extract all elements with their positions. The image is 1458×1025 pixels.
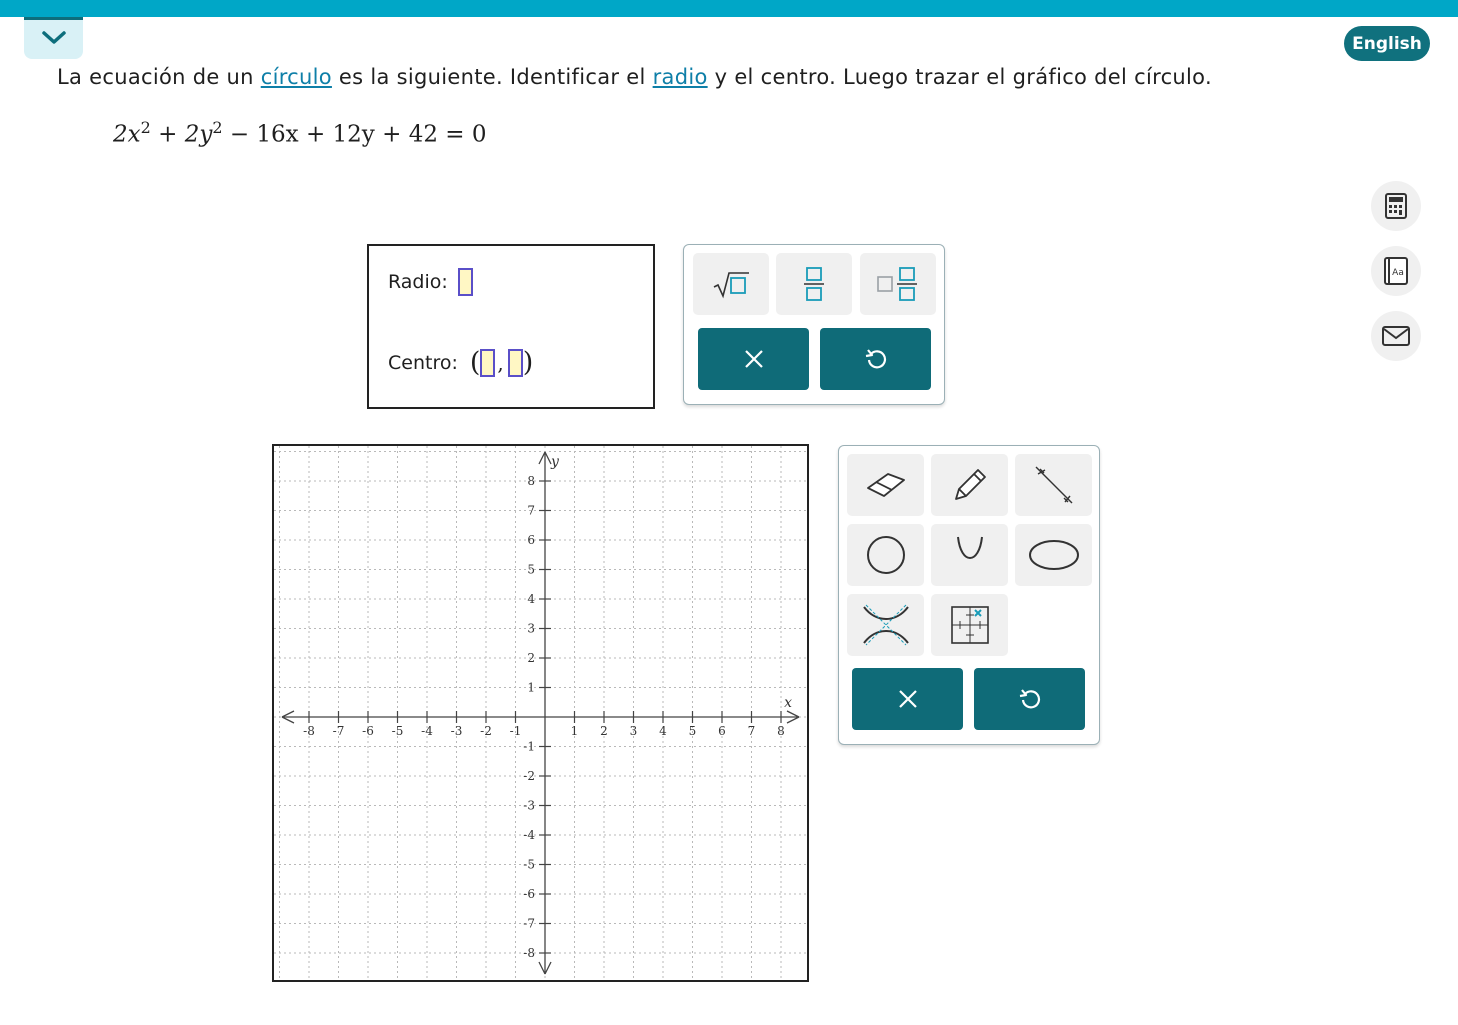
- equation-exponent: 2: [140, 118, 151, 137]
- glossary-button[interactable]: [1371, 246, 1421, 296]
- x-tick-label: -1: [509, 724, 522, 738]
- x-tick-label: 2: [600, 724, 608, 738]
- coordinate-plane[interactable]: [274, 446, 807, 980]
- keypad-clear-button[interactable]: [698, 328, 809, 390]
- x-axis-label: x: [784, 695, 792, 711]
- chevron-down-icon: [41, 30, 67, 46]
- comma: ,: [497, 351, 504, 375]
- open-paren: (: [469, 347, 481, 378]
- eraser-icon: [864, 470, 908, 500]
- parabola-icon: [955, 535, 985, 575]
- graph-undo-button[interactable]: [974, 668, 1085, 730]
- y-tick-label: -4: [523, 828, 535, 842]
- message-button[interactable]: [1371, 311, 1421, 361]
- parabola-tool[interactable]: [931, 524, 1008, 586]
- y-tick-label: 3: [527, 621, 535, 636]
- radio-input[interactable]: [458, 268, 473, 296]
- center-y-input[interactable]: [508, 349, 523, 377]
- y-tick-label: 2: [527, 651, 535, 665]
- graph-clear-button[interactable]: [852, 668, 963, 730]
- equation-term: − 16x + 12y + 42 = 0: [222, 121, 487, 148]
- x-tick-label: -6: [362, 724, 374, 738]
- circle-glossary-link[interactable]: círculo: [260, 65, 332, 89]
- question-text: [57, 62, 1212, 92]
- line-icon: [1032, 463, 1076, 507]
- x-tick-label: -3: [450, 724, 463, 738]
- radius-glossary-link[interactable]: radio: [652, 65, 708, 89]
- center-x-input[interactable]: [480, 349, 495, 377]
- y-tick-label: 8: [527, 474, 535, 488]
- x-tick-label: -7: [332, 724, 345, 738]
- mixed-number-key[interactable]: [860, 253, 936, 315]
- y-tick-label: -2: [523, 769, 535, 783]
- ellipse-tool[interactable]: [1015, 524, 1092, 586]
- circle-equation: [113, 118, 487, 148]
- question-text-part: La ecuación de un: [57, 65, 261, 89]
- centro-label: Centro:: [388, 352, 458, 374]
- mixed-number-icon: [876, 266, 920, 302]
- message-icon: [1381, 325, 1411, 347]
- glossary-icon: [1383, 256, 1409, 286]
- close-icon: [744, 349, 764, 369]
- pencil-tool[interactable]: [931, 454, 1008, 516]
- svg-text:Aa: Aa: [1392, 268, 1404, 278]
- question-text-part: y el centro. Luego trazar el gráfico del círculo.: [707, 65, 1212, 89]
- square-root-icon: [711, 269, 751, 299]
- question-text-part: es la siguiente. Identificar el: [331, 65, 653, 89]
- x-tick-label: -5: [391, 724, 404, 738]
- x-tick-label: -4: [421, 724, 433, 738]
- y-tick-label: -1: [523, 739, 535, 754]
- point-grid-icon: [950, 605, 990, 645]
- x-tick-label: 3: [629, 724, 638, 738]
- ellipse-icon: [1028, 538, 1080, 572]
- y-tick-label: -3: [523, 798, 535, 813]
- x-tick-label: 4: [659, 724, 667, 738]
- centro-row: [388, 349, 533, 377]
- y-tick-label: -5: [523, 857, 535, 872]
- close-paren: ): [522, 347, 534, 378]
- graph-tool-panel: [838, 445, 1100, 745]
- x-tick-label: 6: [718, 724, 726, 738]
- y-tick-label: -6: [523, 887, 535, 901]
- line-tool[interactable]: [1015, 454, 1092, 516]
- close-icon: [898, 689, 918, 709]
- y-tick-label: 1: [527, 680, 535, 695]
- eraser-tool[interactable]: [847, 454, 924, 516]
- circle-icon: [864, 533, 908, 577]
- point-tool[interactable]: [931, 594, 1008, 656]
- y-tick-label: -8: [523, 946, 535, 960]
- y-tick-label: 6: [527, 533, 535, 547]
- collapse-toggle[interactable]: [24, 17, 83, 59]
- hyperbola-tool[interactable]: [847, 594, 924, 656]
- undo-icon: [865, 347, 887, 371]
- y-tick-label: -7: [523, 916, 535, 931]
- graph-area[interactable]: [272, 444, 809, 982]
- x-tick-label: -2: [480, 724, 492, 738]
- math-keypad: [683, 244, 945, 405]
- x-tick-label: 5: [688, 724, 697, 738]
- fraction-key[interactable]: [776, 253, 852, 315]
- x-tick-label: 8: [777, 724, 785, 738]
- y-tick-label: 5: [527, 562, 535, 577]
- hyperbola-icon: [862, 601, 910, 649]
- x-tick-label: 1: [570, 724, 579, 738]
- y-axis-label: y: [551, 454, 559, 470]
- y-tick-label: 7: [527, 503, 535, 518]
- keypad-undo-button[interactable]: [820, 328, 931, 390]
- pencil-icon: [950, 465, 990, 505]
- top-bar: [0, 0, 1458, 17]
- calculator-icon: [1384, 193, 1408, 219]
- equation-term: + 2y: [150, 121, 213, 148]
- x-tick-label: -8: [303, 724, 315, 738]
- answer-box: [367, 244, 655, 409]
- circle-tool[interactable]: [847, 524, 924, 586]
- radio-label: Radio:: [388, 271, 448, 293]
- calculator-button[interactable]: [1371, 181, 1421, 231]
- x-tick-label: 7: [747, 724, 756, 738]
- sqrt-key[interactable]: [693, 253, 769, 315]
- radio-row: [388, 268, 473, 296]
- fraction-icon: [802, 266, 826, 302]
- undo-icon: [1019, 687, 1041, 711]
- equation-term: 2x: [113, 121, 141, 148]
- y-tick-label: 4: [527, 592, 535, 606]
- language-button[interactable]: English: [1344, 26, 1430, 61]
- equation-exponent: 2: [212, 118, 223, 137]
